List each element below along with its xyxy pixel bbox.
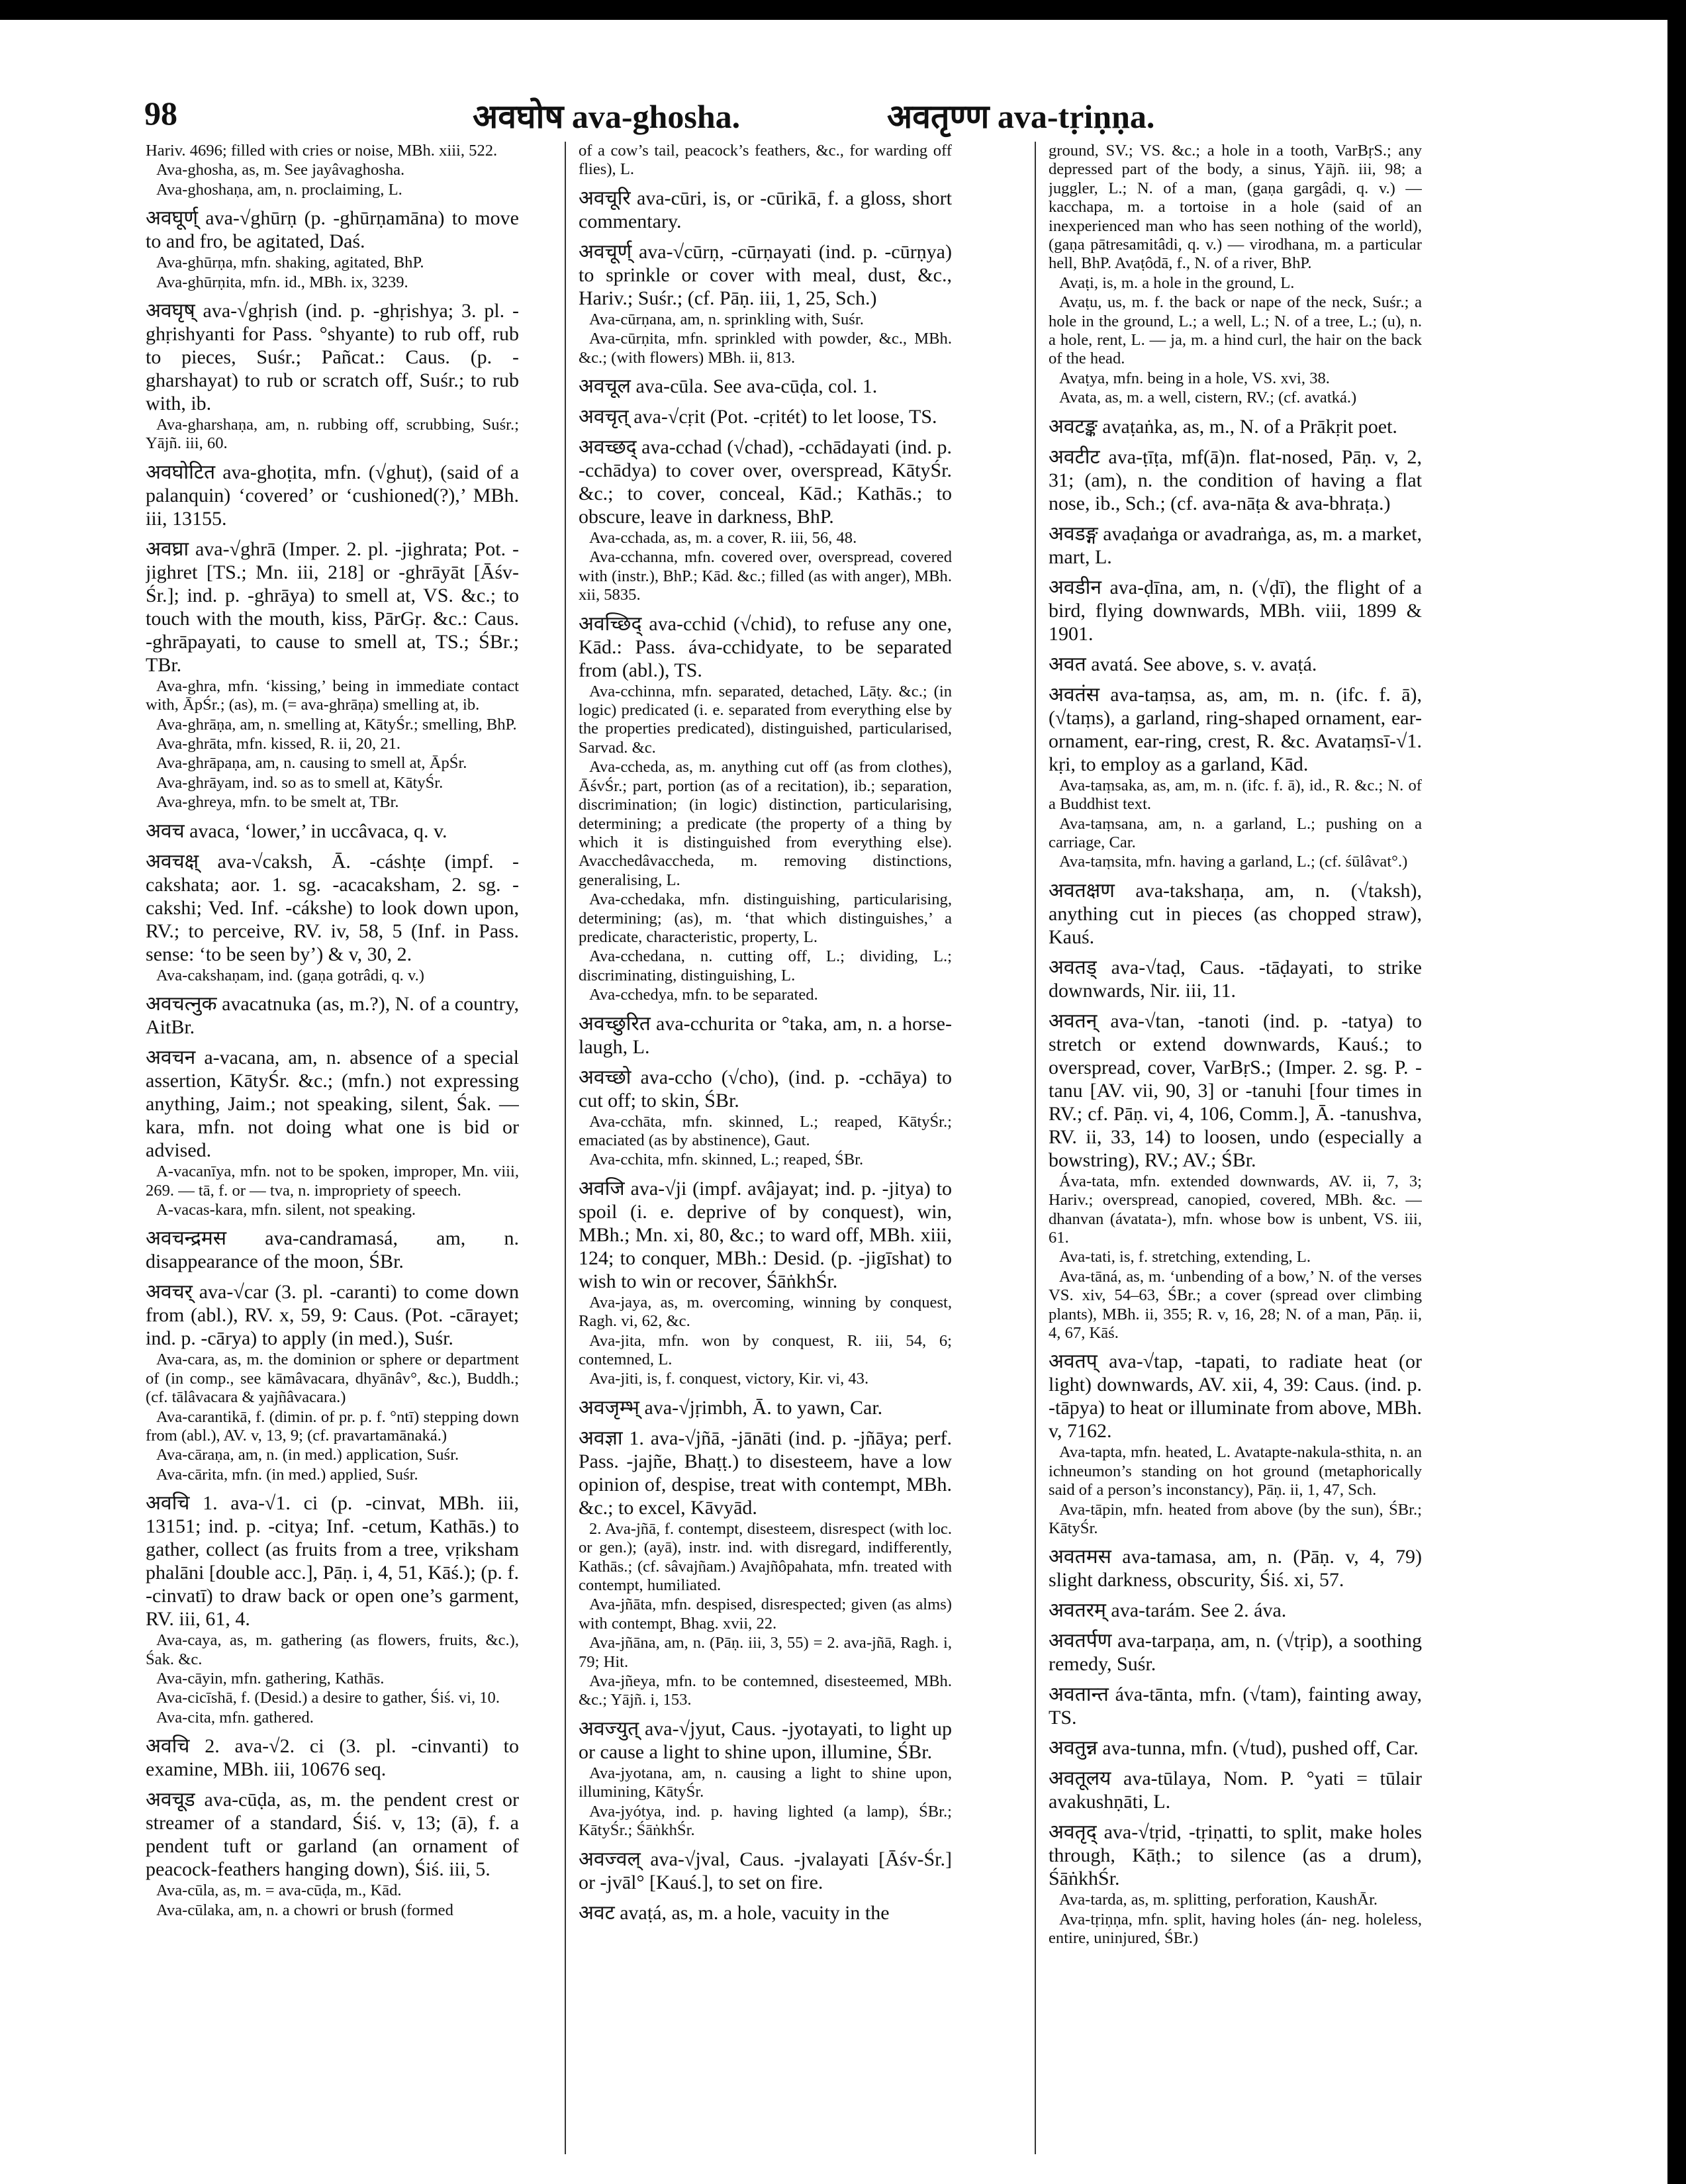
subentry: Ava-jñeya, mfn. to be contemned, disesteemed, MBh. &c.; Yājñ. i, 153.: [579, 1672, 952, 1709]
headword-entry: अवज्युत् ava-√jyut, Caus. -jyotayati, to light up or cause a light to shine upon, illumine, ŚBr.: [579, 1717, 952, 1763]
subentry: Ava-cchada, as, m. a cover, R. iii, 56, 48.: [589, 529, 857, 547]
headword-entry: अवघोटित ava-ghoṭita, mfn. (√ghuṭ), (said of a palanquin) ‘covered’ or ‘cushioned(?),’ MBh. iii, 13155.: [146, 461, 519, 530]
headword-entry: अवडीन ava-ḍīna, am, n. (√ḍī), the flight of a bird, flying downwards, MBh. viii, 1899 & 1901.: [1049, 576, 1422, 645]
scan-top-border: [0, 0, 1686, 20]
headword-entry: अवच्छो ava-ccho (√cho), (ind. p. -cchāya) to cut off; to skin, ŚBr.: [579, 1066, 952, 1112]
subentry: Ava-jiti, is, f. conquest, victory, Kir. vi, 43.: [589, 1370, 869, 1388]
subentry: Ava-gharshaṇa, am, n. rubbing off, scrubbing, Suśr.; Yājñ. iii, 60.: [146, 416, 519, 453]
subentry: Ava-ghrāyam, ind. so as to smell at, KātyŚr.: [156, 773, 444, 792]
subentry: Ava-cāyin, mfn. gathering, Kathās.: [156, 1669, 385, 1687]
subentry: Avaṭi, is, m. a hole in the ground, L.: [1059, 273, 1295, 292]
subentry: Ava-cchedya, mfn. to be separated.: [589, 986, 818, 1004]
subentry: Avata, as, m. a well, cistern, RV.; (cf. avatká.): [1059, 389, 1357, 407]
subentry: Ava-taṃsaka, as, am, m. n. (ifc. f. ā), id., R. &c.; N. of a Buddhist text.: [1049, 776, 1422, 814]
headword-entry: अवच avaca, ‘lower,’ in uccâvaca, q. v.: [146, 820, 447, 842]
subentry: A-vacas-kara, mfn. silent, not speaking.: [156, 1200, 416, 1219]
subentry: Ava-ghūrṇita, mfn. id., MBh. ix, 3239.: [156, 273, 408, 291]
headword-entry: अवचूड ava-cūḍa, as, m. the pendent crest or streamer of a standard, Śiś. v, 13; (ā), f. a pendent tuft or garland (an ornament of peacock-feathers hanging down), Śiś. iii, 5.: [146, 1789, 519, 1881]
headword-entry: अवतड् ava-√taḍ, Caus. -tāḍayati, to strike downwards, Nir. iii, 11.: [1049, 956, 1422, 1002]
headword-entry: अवतूलय ava-tūlaya, Nom. P. °yati = tūlair avakushṇāti, L.: [1049, 1768, 1422, 1813]
column-divider: [565, 142, 566, 2154]
headword-entry: अवटङ्क avaṭaṅka, as, m., N. of a Prākṛit poet.: [1049, 415, 1397, 438]
subentry: Ava-cchanna, mfn. covered over, overspread, covered with (instr.), BhP.; Kād. &c.; filled (as with anger), MBh. xii, 5835.: [579, 548, 952, 604]
headword-entry: अवतरम् ava-tarám. See 2. áva.: [1049, 1599, 1287, 1622]
headword-entry: अवचक्ष् ava-√caksh, Ā. -cáshṭe (impf. -cakshata; aor. 1. sg. -acacaksham, 2. sg. -cakshi; Ved. Inf. -cákshe) to look down upon, RV.; to perceive, RV. iv, 58, 5 (Inf. in Pass. sense: ‘to be seen by’) & v, 30, 2.: [146, 850, 519, 965]
subentry: Ava-ghrāṇa, am, n. smelling at, KātyŚr.; smelling, BhP.: [156, 715, 517, 734]
dictionary-column-3: [1049, 142, 1422, 2161]
subentry: Avaṭu, us, m. f. the back or nape of the neck, Suśr.; a hole in the ground, L.; a well, L.; N. of a tree, L.; (u), n. a hole, rent, L. — ja, m. a hind curl, the hair on the back of the head.: [1049, 293, 1422, 368]
headword-entry: अवजि ava-√ji (impf. avâjayat; ind. p. -jitya) to spoil (i. e. deprive of by conquest), win, MBh.; Mn. xi, 80, &c.; to ward off, MBh. xiii, 124; to conquer, MBh.: Desid. (p. -jigīshat) to wish to win or recover, ŚāṅkhŚr.: [579, 1177, 952, 1292]
headword-entry: अवतप् ava-√tap, -tapati, to radiate heat (or light) downwards, AV. xii, 4, 39: Caus. (ind. p. -tāpya) to heat or illuminate from above, MBh. v, 7162.: [1049, 1351, 1422, 1443]
subentry: Avaṭya, mfn. being in a hole, VS. xvi, 38.: [1059, 369, 1330, 387]
subentry: Ava-jaya, as, m. overcoming, winning by conquest, Ragh. vi, 62, &c.: [579, 1293, 952, 1331]
subentry: Ava-ccheda, as, m. anything cut off (as from clothes), ĀśvŚr.; part, portion (as of a recitation), ib.; separation, discrimination; (in logic) distinction, particularising, determining; a predicate (the property of a thing by which it is distinguished from everything else). Avacchedâvaccheda, m. removing distinctions, generalising, L.: [579, 758, 952, 889]
subentry: Ava-cūlaka, am, n. a chowri or brush (formed: [156, 1901, 453, 1919]
subentry: Ava-cūrṇita, mfn. sprinkled with powder, &c., MBh. &c.; (with flowers) MBh. ii, 813.: [579, 330, 952, 367]
continued-entry: of a cow’s tail, peacock’s feathers, &c., for warding off flies), L.: [579, 142, 952, 179]
headword-entry: अवघूर्ण् ava-√ghūrṇ (p. -ghūrṇamāna) to move to and fro, be agitated, Daś.: [146, 207, 519, 253]
headword-entry: अवडङ्ग avaḍaṅga or avadraṅga, as, m. a market, mart, L.: [1049, 522, 1422, 568]
subentry: Ava-cūrṇana, am, n. sprinkling with, Suśr.: [589, 310, 864, 328]
headword-entry: अवचर् ava-√car (3. pl. -caranti) to come down from (abl.), RV. x, 59, 9: Caus. (Pot. -cārayet; ind. p. -cārya) to apply (in med.), Suśr.: [146, 1281, 519, 1350]
subentry: Ava-taṃsita, mfn. having a garland, L.; (cf. śūlâvat°.): [1059, 853, 1408, 871]
headword-entry: अवचूल ava-cūla. See ava-cūḍa, col. 1.: [579, 375, 878, 398]
headword-entry: अवचत्नुक avacatnuka (as, m.?), N. of a country, AitBr.: [146, 993, 519, 1039]
subentry: Ava-cchita, mfn. skinned, L.; reaped, ŚBr.: [589, 1151, 864, 1169]
subentry: Ava-tṛiṇṇa, mfn. split, having holes (án- neg. holeless, entire, uninjured, ŚBr.): [1049, 1910, 1422, 1948]
headword-entry: अवघ्रा ava-√ghrā (Imper. 2. pl. -jighrata; Pot. -jighret [TS.; Mn. iii, 218] or -ghrāyāt [Āśv-Śr.]; ind. p. -ghrāya) to smell at, VS. &c.; to touch with the mouth, kiss, PārGṛ. &c.: Caus. -ghrāpayati, to cause to smell at, TS.; ŚBr.; TBr.: [146, 538, 519, 676]
subentry: Áva-tata, mfn. extended downwards, AV. ii, 7, 3; Hariv.; overspread, canopied, covered, MBh. &c. — dhanvan (ávatata-), mfn. whose bow is unbent, VS. iii, 61.: [1049, 1172, 1422, 1247]
subentry: Ava-ghrāta, mfn. kissed, R. ii, 20, 21.: [156, 735, 401, 753]
subentry: A-vacanīya, mfn. not to be spoken, improper, Mn. viii, 269. — tā, f. or — tva, n. impropriety of speech.: [146, 1163, 519, 1200]
headword-entry: अवचूरि ava-cūri, is, or -cūrikā, f. a gloss, short commentary.: [579, 187, 952, 232]
headword-entry: अवज्ञा 1. ava-√jñā, -jānāti (ind. p. -jñāya; perf. Pass. -jajñe, Bhaṭṭ.) to disesteem, have a low opinion of, despise, treat with contempt, MBh. &c.; to excel, Kāvyād.: [579, 1427, 952, 1519]
subentry: Ava-cūla, as, m. = ava-cūḍa, m., Kād.: [156, 1881, 402, 1900]
headword-entry: अवचि 1. ava-√1. ci (p. -cinvat, MBh. iii, 13151; ind. p. -citya; Inf. -cetum, Kathās.) to gather, collect (as fruits from a tree, vṛiksham phalāni [double acc.], Pāṇ. i, 4, 51, Kāś.); (p. f. -cinvatī) to draw back or open one’s garment, RV. iii, 61, 4.: [146, 1492, 519, 1631]
headword-entry: अवतंस ava-taṃsa, as, am, m. n. (ifc. f. ā), (√taṃs), a garland, ring-shaped ornament, ear-ornament, ear-ring, crest, R. &c. Avataṃsī-√1. kṛi, to employ as a garland, Kād.: [1049, 683, 1422, 775]
subentry: Ava-ghosha, as, m. See jayâvaghosha.: [156, 161, 405, 179]
scan-right-border: [1667, 0, 1686, 2184]
subentry: Ava-carantikā, f. (dimin. of pr. p. f. °ntī) stepping down from (abl.), AV. v, 13, 9; (cf. pravartamānaká.): [146, 1407, 519, 1445]
headword-entry: अवघृष् ava-√ghṛish (ind. p. -ghṛishya; 3. pl. -ghṛishyanti for Pass. °shyante) to rub off, rub to pieces, Suśr.; Pañcat.: Caus. (p. -gharshayat) to rub or scratch off, Suśr.; to rub with, ib.: [146, 300, 519, 415]
subentry: Ava-jñāta, mfn. despised, disrespected; given (as alms) with contempt, Bhag. xvii, 22.: [579, 1595, 952, 1633]
subentry: Ava-jita, mfn. won by conquest, R. iii, 54, 6; contemned, L.: [579, 1331, 952, 1368]
headword-entry: अवतुन्न ava-tunna, mfn. (√tud), pushed off, Car.: [1049, 1737, 1419, 1760]
running-head-right: अवतृण्ण ava-tṛiṇṇa.: [887, 98, 1155, 135]
dictionary-column-1: [146, 142, 519, 2161]
headword-entry: अवच्छिद् ava-cchid (√chid), to refuse any one, Kād.: Pass. áva-cchidyate, to be separated from (abl.), TS.: [579, 612, 952, 681]
headword-entry: अवचन a-vacana, am, n. absence of a special assertion, KātyŚr. &c.; (mfn.) not expressing anything, Jaim.; not speaking, silent, Śak. — kara, mfn. not doing what one is bid or advised.: [146, 1047, 519, 1162]
subentry: Ava-ghrāpaṇa, am, n. causing to smell at, ĀpŚr.: [156, 754, 467, 773]
subentry: Ava-taṃsana, am, n. a garland, L.; pushing on a carriage, Car.: [1049, 814, 1422, 851]
subentry: Ava-ghreya, mfn. to be smelt at, TBr.: [156, 793, 399, 812]
headword-entry: अवजृम्भ् ava-√jṛimbh, Ā. to yawn, Car.: [579, 1396, 883, 1419]
subentry: Ava-jyotana, am, n. causing a light to shine upon, illumining, KātyŚr.: [579, 1764, 952, 1801]
subentry: Ava-cārita, mfn. (in med.) applied, Suśr.: [156, 1465, 418, 1484]
subentry: Ava-cchāta, mfn. skinned, L.; reaped, KātyŚr.; emaciated (as by abstinence), Gaut.: [579, 1112, 952, 1149]
headword-entry: अवचि 2. ava-√2. ci (3. pl. -cinvanti) to examine, MBh. iii, 10676 seq.: [146, 1735, 519, 1781]
subentry: Ava-cara, as, m. the dominion or sphere or department of (in comp., see kāmâvacara, dhyānâv°, &c.), Buddh.; (cf. tālâvacara & yajñâvacara.): [146, 1351, 519, 1407]
dictionary-column-2: [579, 142, 952, 2161]
subentry: Ava-jñāna, am, n. (Pāṇ. iii, 3, 55) = 2. ava-jñā, Ragh. i, 79; Hit.: [579, 1634, 952, 1671]
headword-entry: अवचन्द्रमस ava-candramasá, am, n. disappearance of the moon, ŚBr.: [146, 1227, 519, 1273]
subentry: Ava-jyótya, ind. p. having lighted (a lamp), ŚBr.; KātyŚr.; ŚāṅkhŚr.: [579, 1802, 952, 1840]
subentry: Ava-cchinna, mfn. separated, detached, Lāṭy. &c.; (in logic) predicated (i. e. separated from everything else by the properties predicated), distinguished, particularised, Sarvad. &c.: [579, 682, 952, 757]
subentry: Ava-cchedana, n. cutting off, L.; dividing, L.; discriminating, distinguishing, L.: [579, 947, 952, 984]
headword-entry: अवतक्षण ava-takshaṇa, am, n. (√taksh), anything cut in pieces (as chopped straw), Kauś.: [1049, 879, 1422, 948]
continued-entry: ground, SV.; VS. &c.; a hole in a tooth, VarBṛS.; any depressed part of the body, a sinus, Yājñ. iii, 98; a juggler, L.; N. of a man, (gaṇa gargâdi, q. v.) — kacchapa, m. a tortoise in a hole (said of an inexperienced man who has seen nothing of the world), (gaṇa pātresamitâdi, q. v.) — virodhana, m. a particular hell, BhP. Avaṭôdā, f., N. of a river, BhP.: [1049, 142, 1422, 273]
subentry: Ava-cita, mfn. gathered.: [156, 1708, 314, 1727]
subentry: Ava-ghoshaṇa, am, n. proclaiming, L.: [156, 180, 402, 199]
headword-entry: अवच्छुरित ava-cchurita or °taka, am, n. a horse-laugh, L.: [579, 1012, 952, 1058]
subentry: Ava-tāpin, mfn. heated from above (by the sun), ŚBr.; KātyŚr.: [1049, 1500, 1422, 1537]
headword-entry: अवट avaṭá, as, m. a hole, vacuity in the: [579, 1901, 890, 1924]
headword-entry: अवतान्त áva-tānta, mfn. (√tam), fainting away, TS.: [1049, 1684, 1422, 1729]
subentry: Ava-caya, as, m. gathering (as flowers, fruits, &c.), Śak. &c.: [146, 1631, 519, 1668]
headword-entry: अवटीट ava-ṭīṭa, mf(ā)n. flat-nosed, Pāṇ. v, 2, 31; (am), n. the condition of having a flat nose, ib., Sch.; (cf. ava-nāṭa & ava-bhraṭa.): [1049, 446, 1422, 514]
column-divider: [1035, 142, 1036, 2154]
subentry: Ava-cchedaka, mfn. distinguishing, particularising, determining; (as), m. ‘that which distinguishes,’ a predicate, characteristic, property, L.: [579, 890, 952, 946]
subentry: Ava-ghūrṇa, mfn. shaking, agitated, BhP.: [156, 254, 424, 272]
headword-entry: अवच्छद् ava-cchad (√chad), -cchādayati (ind. p. -cchādya) to cover over, overspread, KātyŚr. &c.; to cover, conceal, Kād.; Kathās.; to obscure, leave in darkness, BhP.: [579, 436, 952, 528]
running-head-left: अवघोष ava-ghosha.: [473, 98, 741, 135]
page-number: 98: [144, 95, 177, 132]
headword-entry: अवचृत् ava-√cṛit (Pot. -cṛitét) to let loose, TS.: [579, 406, 937, 428]
headword-entry: अवज्वल् ava-√jval, Caus. -jvalayati [Āśv-Śr.] or -jvāl° [Kauś.], to set on fire.: [579, 1848, 952, 1893]
subentry: Ava-cicīshā, f. (Desid.) a desire to gather, Śiś. vi, 10.: [156, 1689, 500, 1707]
subentry: Ava-cāraṇa, am, n. (in med.) application, Suśr.: [156, 1446, 459, 1464]
continued-entry: Hariv. 4696; filled with cries or noise, MBh. xiii, 522.: [146, 142, 498, 160]
headword-entry: अवतृद् ava-√tṛid, -tṛiṇatti, to split, make holes through, Kāṭh.; to silence (as a drum), ŚāṅkhŚr.: [1049, 1821, 1422, 1890]
headword-entry: अवचूर्ण् ava-√cūrṇ, -cūrṇayati (ind. p. -cūrṇya) to sprinkle or cover with meal, dust, &c., Hariv.; Suśr.; (cf. Pāṇ. iii, 1, 25, Sch.): [579, 240, 952, 309]
headword-entry: अवतन् ava-√tan, -tanoti (ind. p. -tatya) to stretch or extend downwards, Kauś.; to overspread, cover, VarBṛS.; (Imper. 2. sg. P. -tanu [AV. vii, 90, 3] or -tanuhi [four times in RV.; cf. Pāṇ. vi, 4, 106, Comm.], Ā. -tanushva, RV. ii, 33, 14) to loosen, undo (especially a bowstring), RV.; AV.; ŚBr.: [1049, 1010, 1422, 1171]
headword-entry: अवत avatá. See above, s. v. avaṭá.: [1049, 653, 1317, 675]
subentry: Ava-tapta, mfn. heated, L. Avatapte-nakula-sthita, n. an ichneumon’s standing on hot ground (metaphorically said of a person’s inconstancy), Pāṇ. ii, 1, 47, Sch.: [1049, 1443, 1422, 1499]
subentry: 2. Ava-jñā, f. contempt, disesteem, disrespect (with loc. or gen.); (ayā), instr. ind. with disregard, indifferently, Kathās.; (cf. sâvajñam.) Avajñôpahata, mfn. treated with contempt, humiliated.: [579, 1519, 952, 1595]
headword-entry: अवतमस ava-tamasa, am, n. (Pāṇ. v, 4, 79) slight darkness, obscurity, Śiś. xi, 57.: [1049, 1546, 1422, 1591]
subentry: Ava-tati, is, f. stretching, extending, L.: [1059, 1248, 1311, 1266]
subentry: Ava-cakshaṇam, ind. (gaṇa gotrâdi, q. v.): [156, 966, 424, 984]
subentry: Ava-tarda, as, m. splitting, perforation, KaushĀr.: [1059, 1891, 1378, 1909]
headword-entry: अवतर्पण ava-tarpaṇa, am, n. (√tṛip), a soothing remedy, Suśr.: [1049, 1630, 1422, 1676]
subentry: Ava-ghra, mfn. ‘kissing,’ being in immediate contact with, ĀpŚr.; (as), m. (= ava-ghrāṇa) smelling at, ib.: [146, 677, 519, 714]
subentry: Ava-tāná, as, m. ‘unbending of a bow,’ N. of the verses VS. xiv, 54–63, ŚBr.; a cover (spread over climbing plants), MBh. ii, 355; R. v, 16, 28; N. of a man, Pāṇ. ii, 4, 67, Kāś.: [1049, 1267, 1422, 1342]
